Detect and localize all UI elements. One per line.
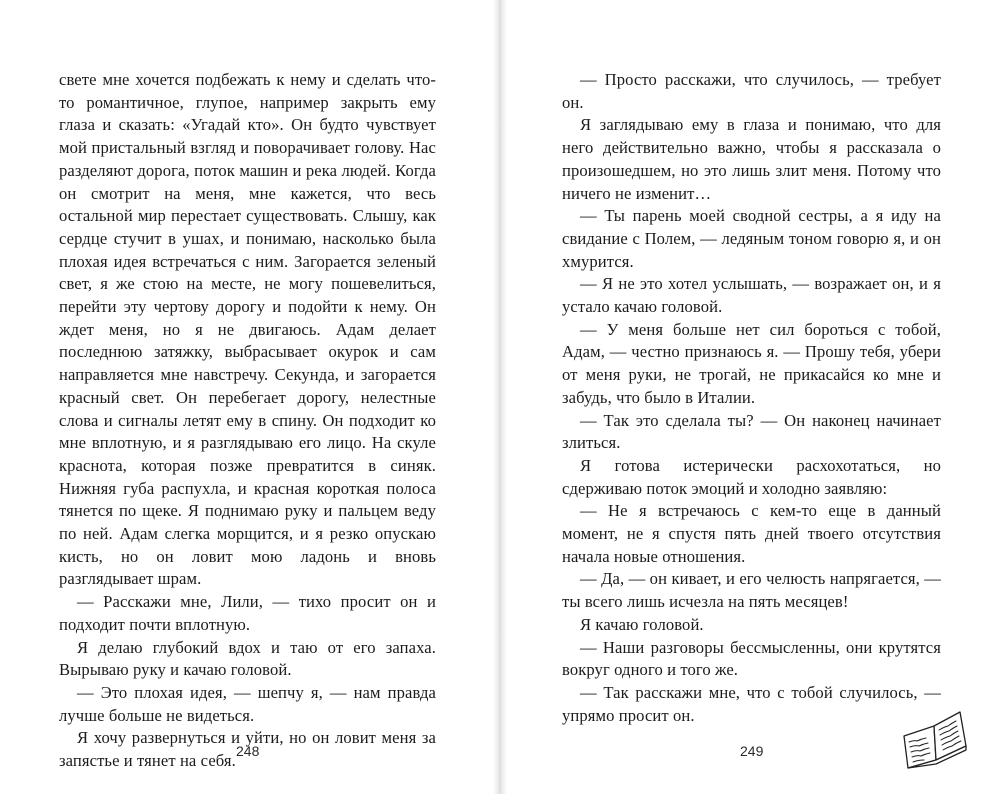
paragraph: — Ты парень моей сводной сестры, а я иду на свидание с Полем, — ледяным тоном говорю я, и он хмурится. — [562, 206, 941, 271]
paragraph: — Да, — он кивает, и его челюсть напрягается, — ты всего лишь исчезла на пять месяцев! — [562, 569, 941, 612]
right-page — [504, 0, 1000, 794]
paragraph: — Это плохая идея, — шепчу я, — нам правда лучше больше не видеться. — [59, 682, 436, 725]
paragraph: — Наши разговоры бессмысленны, они крутятся вокруг одного и того же. — [562, 637, 941, 680]
paragraph: Я качаю головой. — [580, 614, 704, 634]
paragraph: Я заглядываю ему в глаза и понимаю, что для него действительно важно, чтобы я рассказала о произошедшем, но это лишь злит меня. Потому что ничего не изменит… — [562, 115, 941, 203]
left-page — [0, 0, 496, 794]
page-number: 248 — [236, 743, 260, 759]
open-book-icon — [900, 706, 970, 776]
paragraph: — Расскажи мне, Лили, — тихо просит он и подходит почти вплотную. — [59, 592, 436, 634]
paragraph: — Так расскажи мне, что с тобой случилось, — упрямо просит он. — [562, 682, 941, 725]
paragraph: Я хочу развернуться и уйти, но он ловит меня за запястье и тянет на себя. — [59, 728, 436, 771]
paragraph: Я делаю глубокий вдох и таю от его запаха. Вырываю руку и качаю головой. — [59, 637, 436, 680]
paragraph: — Так это сделала ты? — Он наконец начинает злиться. — [562, 410, 941, 453]
right-page-text — [562, 69, 941, 727]
paragraph: свете мне хочется подбежать к нему и сделать что-то романтичное, глупое, например закрыть ему глаза и сказать: «Угадай кто». Он будто чувствует мой пристальный взгляд и поворачивает голову. Нас разделяют дорога, поток машин и река людей. Когда он смотрит на меня, мне кажется, что весь остальной мир перестает существовать. Слышу, как сердце стучит в ушах, и понимаю, насколько была плохая идея встречаться с ним. Загорается зеленый свет, я же стою на месте, не могу пошевелиться, перейти эту чертову дорогу и подойти к нему. Он ждет меня, но я не двигаюсь. Адам делает последнюю затяжку, выбрасывает окурок и сам направляется мне навстречу. Секунда, и загорается красный свет. Он перебегает дорогу, нелестные слова и сигналы летят ему в спину. Он подходит ко мне вплотную, и я разглядываю его лицо. На скуле краснота, которая позже превратится в синяк. Нижняя губа распухла, и красная короткая полоса тянется по щеке. Я поднимаю руку и пальцем веду по ней. Адам слегка морщится, и я резко опускаю кисть, но он ловит мою ладонь и вновь разглядывает шрам. — [59, 70, 436, 589]
paragraph: — У меня больше нет сил бороться с тобой, Адам, — честно признаюсь я. — Прошу тебя, убери от меня руки, не трогай, не прикасайся ко мне и забудь, что было в Италии. — [562, 319, 941, 407]
paragraph: — Я не это хотел услышать, — возражает он, и я устало качаю головой. — [562, 274, 941, 317]
page-number: 249 — [740, 743, 764, 759]
paragraph: — Просто расскажи, что случилось, — требует он. — [562, 70, 941, 112]
paragraph: Я готова истерически расхохотаться, но сдерживаю поток эмоций и холодно заявляю: — [562, 455, 941, 498]
left-page-text — [59, 69, 436, 773]
paragraph: — Не я встречаюсь с кем-то еще в данный момент, не я спустя пять дней твоего отсутствия начала новые отношения. — [562, 501, 941, 566]
